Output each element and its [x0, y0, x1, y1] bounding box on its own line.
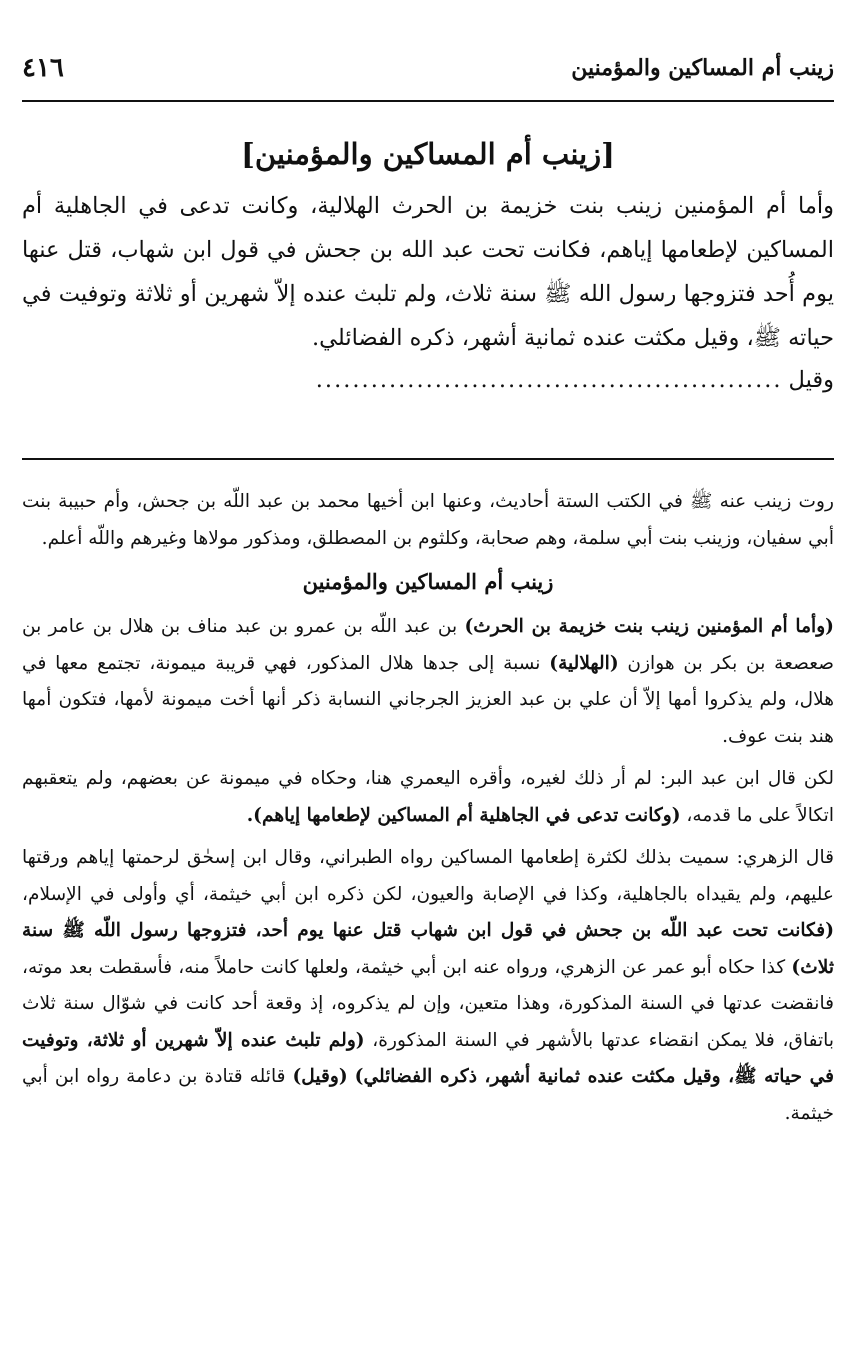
continuation-dots: ................................................... [315, 367, 783, 393]
footnote-rule [22, 458, 834, 460]
quoted-text: (ولم تلبث عنده إلاّ شهرين أو ثلاثة، وتوفيت في حياته ﷺ، وقيل مكثت عنده ثمانية أشهر، ذكره الفضائلي) [22, 1029, 834, 1087]
commentary-text [348, 1066, 355, 1087]
commentary-text: كذا حكاه أبو عمر عن الزهري، ورواه عنه ابن أبي خيثمة، ولعلها كانت حاملاً منه، فأسقطت بعد موته، فانقضت عدتها في السنة المذكورة، وهذا متعين، وإن لم يذكروه، إذ وقعة أحد كانت في شوّال سنة ثلاث باتفاق، فلا يمكن انقضاء عدتها بالأشهر في السنة المذكورة، [22, 956, 834, 1051]
header-rule [22, 100, 834, 102]
commentary-text: قال الزهري: سميت بذلك لكثرة إطعامها المساكين رواه الطبراني، وقال ابن إسحٰق لرحمتها إياهم ورقتها عليهم، ولم يقيداه بالجاهلية، وكذا في الإصابة والعيون، لكن ذكره ابن أبي خيثمة، أي وأولى في الإسلام، [22, 847, 834, 905]
main-text [22, 132, 834, 400]
continuation-word: وقيل [788, 367, 834, 393]
running-title: زينب أم المساكين والمؤمنين [571, 55, 834, 81]
main-paragraph: وأما أم المؤمنين زينب بنت خزيمة بن الحرث الهلالية، وكانت تدعى في الجاهلية أم المساكين لإطعامها إياهم، فكانت تحت عبد الله بن جحش في قول ابن شهاب، قتل عنها يوم أُحد فتزوجها رسول الله ﷺ سنة ثلاث، ولم تلبث عنده إلاّ شهرين أو ثلاثة وتوفيت في حياته ﷺ، وقيل مكثت عنده ثمانية أشهر، ذكره الفضائلي. [22, 193, 834, 351]
page-number: ٤١٦ [22, 53, 64, 83]
quoted-text: (فكانت تحت عبد اللّه بن جحش في قول ابن شهاب قتل عنها يوم أحد، فتزوجها رسول اللّه ﷺ سنة ثلاث) [22, 920, 834, 978]
commentary-paragraph-4 [22, 840, 834, 1132]
commentary-heading: زينب أم المساكين والمؤمنين [302, 569, 554, 594]
quoted-text: (الهلالية) [549, 652, 619, 674]
quoted-text: (وكانت تدعى في الجاهلية أم المساكين لإطعامها إياهم). [246, 804, 681, 826]
quoted-text: (وقيل) [292, 1066, 348, 1087]
quoted-text: (وأما أم المؤمنين زينب بنت خزيمة بن الحرث) [464, 616, 834, 637]
commentary-paragraph-3 [22, 761, 834, 834]
commentary-paragraph-1: روت زينب عنه ﷺ في الكتب الستة أحاديث، وعنها ابن أخيها محمد بن عبد اللّه بن جحش، وأم حبيبة بنت أبي سفيان، وزينب بنت أبي سلمة، وهم صحابة، وكلثوم بن المصطلق، ومذكور مولاها وغيرهم واللّه أعلم. [22, 491, 834, 549]
commentary-text: لكن قال ابن عبد البر: لم أر ذلك لغيره، وأقره اليعمري هنا، وحكاه في ميمونة عن بعضهم، ولم يتعقبهم اتكالاً على ما قدمه، [22, 768, 834, 826]
commentary-text: قائله قتادة بن دعامة رواه ابن أبي خيثمة. [22, 1066, 834, 1124]
commentary-paragraph-2 [22, 609, 834, 755]
continuation-line [22, 360, 834, 400]
commentary-text: نسبة إلى جدها هلال المذكور، فهي قريبة ميمونة، تجتمع معها في هلال، ولم يذكروا أمها إلاّ أن علي بن عبد العزيز الجرجاني النسابة ذكر أنها أخت ميمونة لأمها، فتكون أمها هند بنت عوف. [22, 652, 834, 747]
commentary-text: بن عبد اللّه بن عمرو بن عبد مناف بن هلال بن عامر بن صعصعة بن بكر بن هوازن [22, 616, 835, 674]
section-heading: [زينب أم المساكين والمؤمنين] [241, 137, 615, 171]
commentary [22, 484, 834, 1138]
page-header [22, 48, 834, 88]
